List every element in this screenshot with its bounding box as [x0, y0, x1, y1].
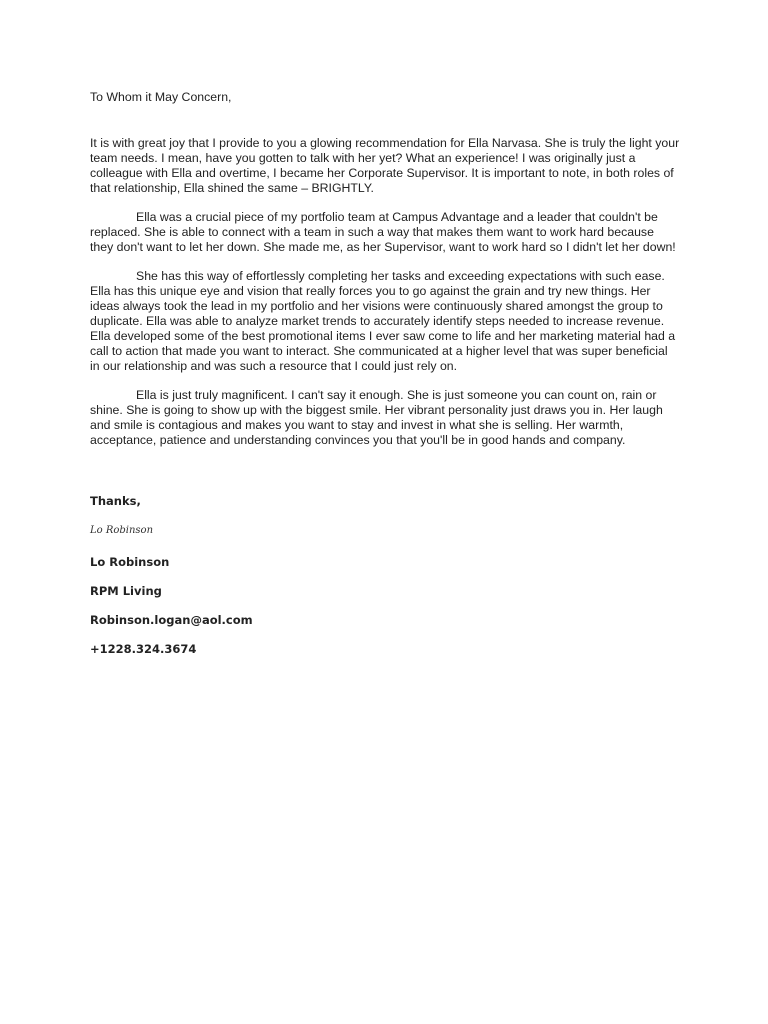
salutation: To Whom it May Concern,: [90, 90, 232, 104]
paragraph-closing-praise: Ella is just truly magnificent. I can't say it enough. She is just someone you can count on, rain or shine. She is going to show up with the biggest smile. Her vibrant personality just draws you in. Her laugh and smile is contagious and makes you want to stay and invest in what she is selling. Her warmth, acceptance, patience and understanding convinces you that you'll be in good hands and company.: [90, 388, 663, 447]
signer-name: Lo Robinson: [90, 555, 170, 569]
handwritten-signature: Lo Robinson: [90, 525, 154, 536]
signer-company: RPM Living: [90, 584, 162, 598]
closing-text: Thanks,: [90, 494, 141, 508]
paragraph-strengths: She has this way of effortlessly completing her tasks and exceeding expectations with such ease. Ella has this unique eye and vision that really forces you to go against the grain and try new things. Her ideas always took the lead in my portfolio and her visions were continuously shared amongst the group to duplicate. Ella was able to analyze market trends to accurately identify steps needed to increase revenue. Ella developed some of the best promotional items I ever saw come to life and her marketing material had a call to action that made you want to interact. She communicated at a higher level that was super beneficial in our relationship and was such a resource that I could just rely on.: [90, 269, 676, 373]
paragraph-campus-advantage: Ella was a crucial piece of my portfolio team at Campus Advantage and a leader that couldn't be replaced. She is able to connect with a team in such a way that makes them want to work hard because they don't want to let her down. She made me, as her Supervisor, want to work hard so I didn't let her down!: [90, 210, 676, 254]
letter-body: [90, 90, 680, 462]
signer-email: Robinson.logan@aol.com: [90, 613, 253, 627]
signer-phone: +1228.324.3674: [90, 642, 197, 656]
paragraph-intro: It is with great joy that I provide to you a glowing recommendation for Ella Narvasa. She is truly the light your team needs. I mean, have you gotten to talk with her yet? What an experience! I was originally just a colleague with Ella and overtime, I became her Corporate Supervisor. It is important to note, in both roles of that relationship, Ella shined the same – BRIGHTLY.: [90, 136, 680, 195]
